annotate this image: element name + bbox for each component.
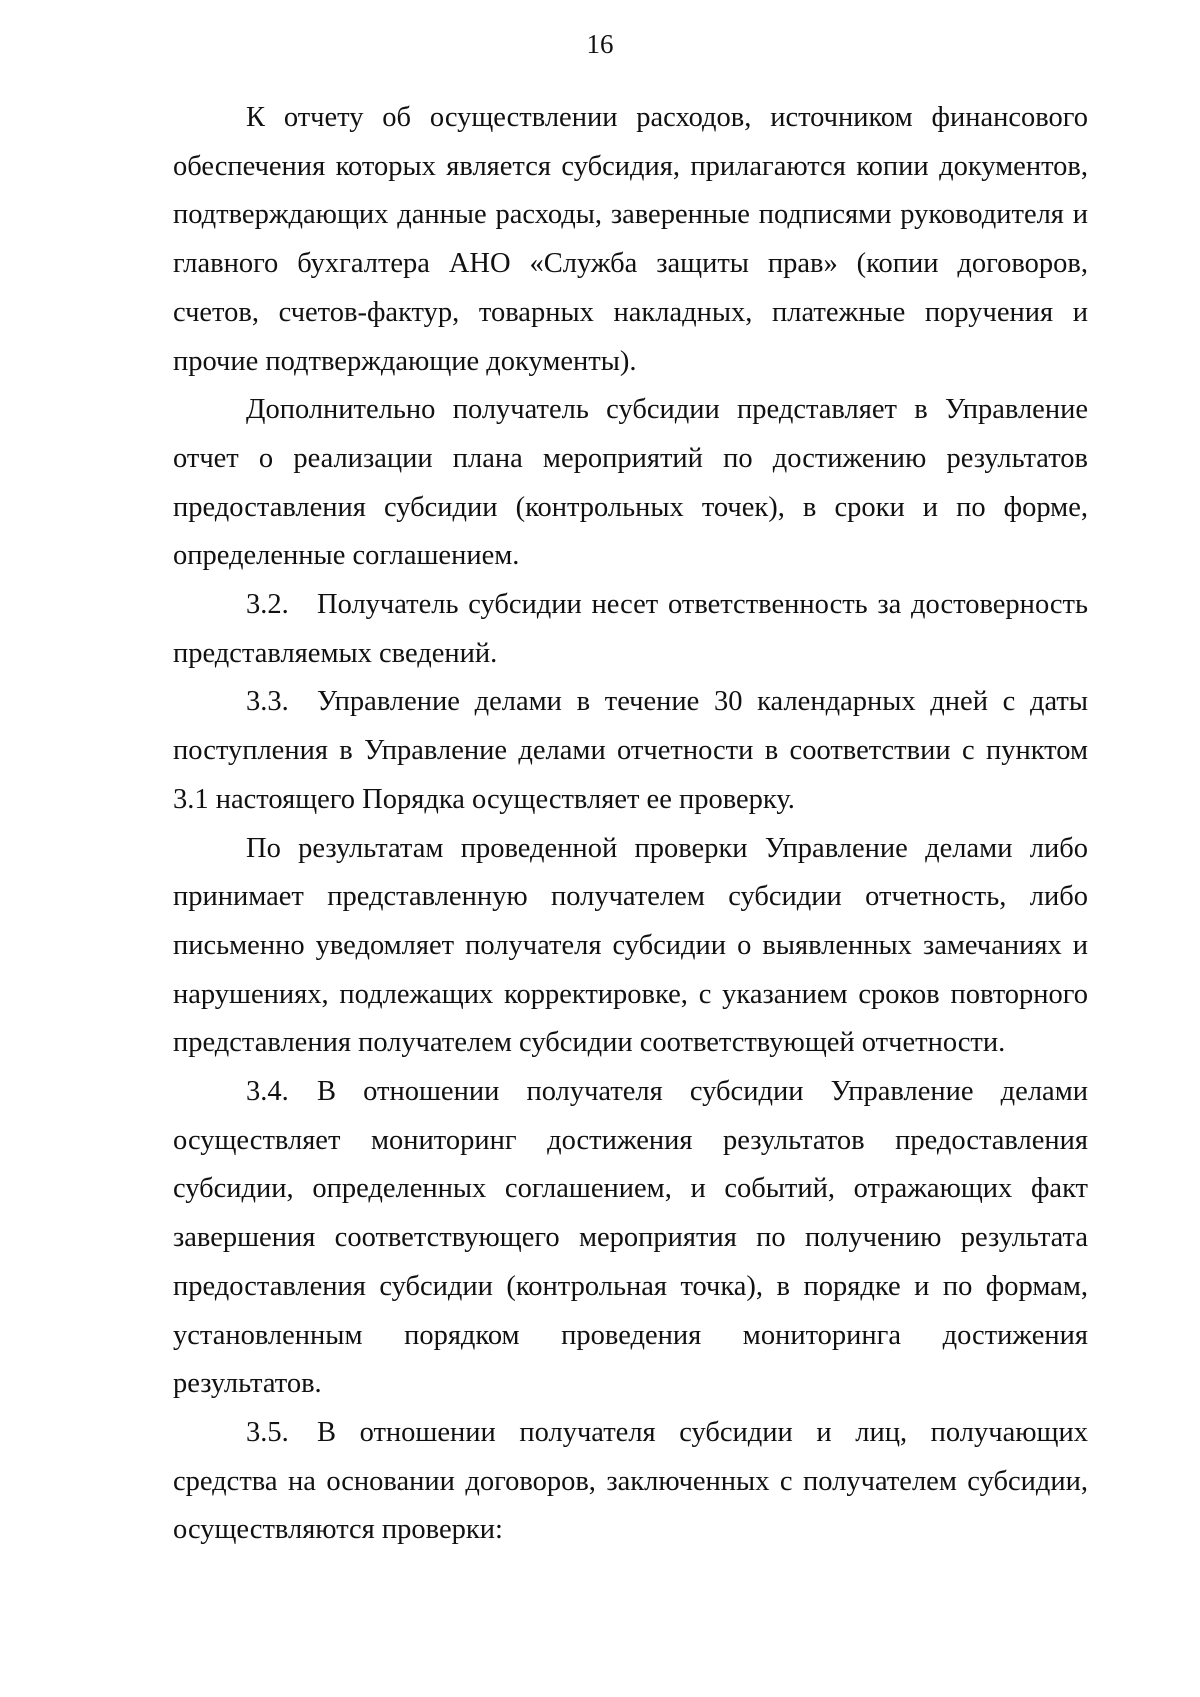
paragraph-number: 3.2. [246, 589, 289, 621]
paragraph-text: В отношении получателя субсидии Управление делами осуществляет мониторинг достижения результатов предоставления субсидии, определенных соглашением, и событий, отражающих факт завершения соответствующего мероприятия по получению результата предоставления субсидии (контрольная точка), в порядке и по формам, установленным порядком проведения мониторинга достижения результатов. [173, 1076, 1088, 1400]
paragraph-3-3 [173, 678, 1088, 824]
paragraph-text: По результатам проведенной проверки Управление делами либо принимает представленную получателем субсидии отчетность, либо письменно уведомляет получателя субсидии о выявленных замечаниях и нарушениях, подлежащих корректировке, с указанием сроков повторного представления получателем субсидии соответствующей отчетности. [173, 832, 1088, 1059]
paragraph-number: 3.4. [246, 1076, 289, 1108]
paragraph-check-results [173, 825, 1088, 1069]
paragraph-number: 3.5. [246, 1416, 289, 1448]
paragraph-additional-report [173, 386, 1088, 581]
document-body [173, 94, 1088, 1555]
paragraph-number: 3.3. [246, 686, 289, 718]
page-number: 16 [586, 29, 614, 59]
paragraph-text: Дополнительно получатель субсидии представляет в Управление отчет о реализации плана мероприятий по достижению результатов предоставления субсидии (контрольных точек), в сроки и по форме, определенные соглашением. [173, 394, 1088, 572]
paragraph-text: Получатель субсидии несет ответственность за достоверность представляемых сведений. [173, 589, 1088, 669]
paragraph-text: К отчету об осуществлении расходов, источником финансового обеспечения которых является субсидия, прилагаются копии документов, подтверждающих данные расходы, заверенные подписями руководителя и главного бухгалтера АНО «Служба защиты прав» (копии договоров, счетов, счетов-фактур, товарных накладных, платежные поручения и прочие подтверждающие документы). [173, 102, 1088, 377]
paragraph-3-4 [173, 1068, 1088, 1409]
paragraph-3-2 [173, 581, 1088, 678]
paragraph-3-5 [173, 1409, 1088, 1555]
paragraph-report-attachments [173, 94, 1088, 386]
paragraph-text: Управление делами в течение 30 календарных дней с даты поступления в Управление делами отчетности в соответствии с пунктом 3.1 настоящего Порядка осуществляет ее проверку. [173, 686, 1088, 815]
paragraph-text: В отношении получателя субсидии и лиц, получающих средства на основании договоров, заключенных с получателем субсидии, осуществляются проверки: [173, 1416, 1088, 1546]
